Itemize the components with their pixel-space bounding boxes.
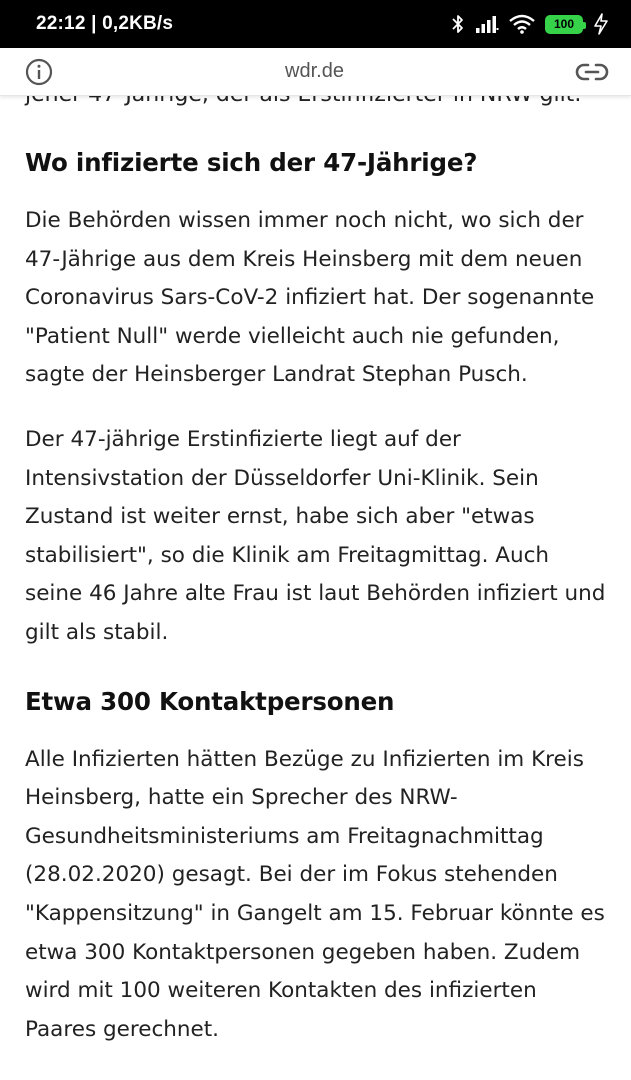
status-time-speed: 22:12 | 0,2KB/s (36, 13, 174, 34)
section-heading-contacts: Etwa 300 Kontaktpersonen (25, 686, 395, 716)
paragraph-contacts: Alle Infizierten hätten Bezüge zu Infizierten im Kreis Heinsberg, hatte ein Sprecher des NRW-Gesundheitsministeriums am Freitagnachmittag (28.02.2020) gesagt. Bei der im Fokus stehenden "Kappensitzung" in Gangelt am 15. Februar könnte es etwa 300 Kontaktpersonen gegeben haben. Zudem wird mit 100 weiteren Kontakten des infizierten Paares gerechnet. (25, 746, 605, 1042)
link-icon[interactable] (575, 61, 609, 83)
status-bar (0, 0, 631, 48)
battery-level: 100 (553, 17, 575, 31)
wifi-icon (509, 14, 535, 34)
charging-icon (593, 13, 609, 35)
battery-icon (545, 15, 583, 34)
info-icon[interactable] (24, 57, 54, 87)
paragraph-patient-status: Der 47-jährige Erstinfizierte liegt auf der Intensivstation der Düsseldorfer Uni-Klinik. Sein Zustand ist weiter ernst, habe sich aber "etwas stabilisiert", so die Klinik am Freitagmittag. Auch seine 46 Jahre alte Frau ist laut Behörden infiziert und gilt als stabil. (25, 426, 606, 645)
browser-url-bar (0, 48, 631, 96)
status-icons (451, 13, 609, 35)
signal-icon (475, 14, 499, 34)
bluetooth-icon (451, 13, 465, 35)
paragraph-authorities: Die Behörden wissen immer noch nicht, wo sich der 47-Jährige aus dem Kreis Heinsberg mit dem neuen Coronavirus Sars-CoV-2 infiziert hat. Der sogenannte "Patient Null" werde vielleicht auch nie gefunden, sagte der Heinsberger Landrat Stephan Pusch. (25, 208, 595, 388)
url-domain[interactable]: wdr.de (285, 60, 344, 82)
page-viewport[interactable] (0, 96, 631, 1080)
section-heading-infection: Wo infizierte sich der 47-Jährige? (25, 148, 478, 177)
article-body (25, 76, 613, 1075)
